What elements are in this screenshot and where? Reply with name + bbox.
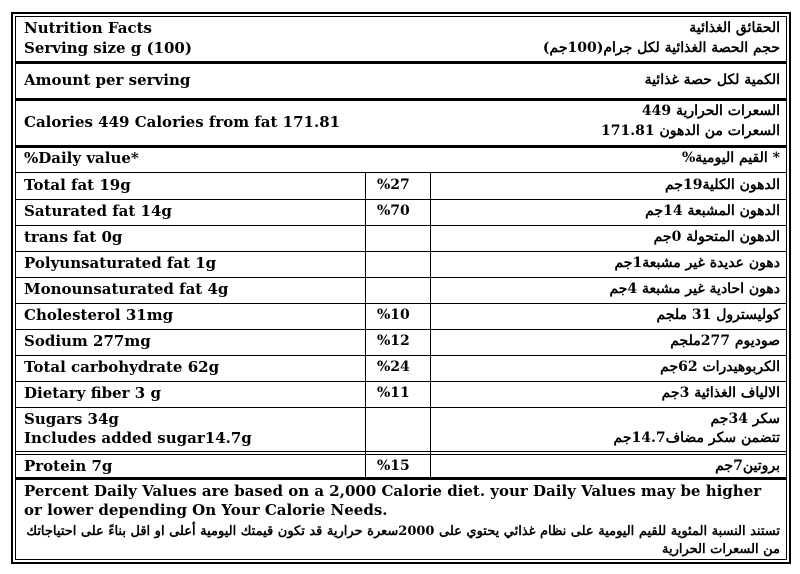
sugars-ar-line1: سكر 34جم — [710, 411, 780, 427]
nutrient-row — [16, 381, 786, 407]
divider-thick — [16, 98, 786, 101]
row-divider — [16, 451, 786, 452]
nutrient-ar: الالياف الغذائية 3جم — [661, 385, 780, 401]
nutrient-row — [16, 225, 786, 251]
daily-value-en: %Daily value* — [24, 149, 139, 167]
protein-ar: بروتين7جم — [715, 458, 780, 474]
calories-ar-line2: السعرات من الدهون 171.81 — [601, 123, 780, 139]
footnote-ar: تستند النسبة المئوية للقيم اليومية على نظام غذائي يحتوي على 2000سعرة حرارية قد تكون قيمتك اليومية أعلى او اقل بناءً على احتياجاتك من السعرات الحرارية — [26, 524, 780, 557]
nutrient-en: Cholesterol 31mg — [24, 306, 174, 324]
nutrient-en: Monounsaturated fat 4g — [24, 280, 229, 298]
nutrient-en: Total carbohydrate 62g — [24, 358, 220, 376]
nutrient-en: trans fat 0g — [24, 228, 123, 246]
nutrient-row — [16, 173, 786, 199]
protein-pct: %15 — [377, 458, 410, 474]
sugars-ar-line2: تتضمن سكر مضاف14.7جم — [613, 430, 780, 446]
nutrient-ar: دهون عديدة غير مشبعة1جم — [614, 255, 780, 271]
nutrient-table — [16, 172, 786, 455]
divider-thick — [16, 61, 786, 64]
nutrient-pct: %10 — [377, 307, 410, 323]
nutrient-pct: %24 — [377, 359, 410, 375]
nutrient-pct: %70 — [377, 203, 410, 219]
nutrient-row — [16, 303, 786, 329]
nutrition-label — [11, 12, 791, 564]
nutrient-ar: صوديوم 277ملجم — [670, 333, 780, 349]
nutrient-pct: %12 — [377, 333, 410, 349]
nutrient-row — [16, 355, 786, 381]
nutrient-row — [16, 199, 786, 225]
serving-size-ar: حجم الحصة الغذائية لكل جرام(100جم) — [542, 40, 780, 56]
sugars-en-line1: Sugars 34g — [24, 410, 119, 428]
calories-ar-line1: السعرات الحرارية 449 — [641, 103, 780, 119]
nutrient-row — [16, 251, 786, 277]
nutrient-row — [16, 329, 786, 355]
column-divider — [365, 455, 366, 478]
nutrient-ar: كوليسترول 31 ملجم — [656, 307, 780, 323]
footnote-en: Percent Daily Values are based on a 2,000 Calorie diet. your Daily Values may be higher or lower depending On Your Calorie Needs. — [24, 482, 762, 519]
nutrient-ar: الدهون المشبعة 14جم — [645, 203, 780, 219]
protein-en: Protein 7g — [24, 457, 113, 475]
calories-en: Calories 449 Calories from fat 171.81 — [24, 113, 341, 131]
nutrient-en: Polyunsaturated fat 1g — [24, 254, 217, 272]
serving-size-en: Serving size g (100) — [24, 39, 192, 57]
label-inner-frame — [15, 16, 787, 560]
nutrient-pct: %27 — [377, 177, 410, 193]
nutrient-en: Sodium 277mg — [24, 332, 151, 350]
nutrient-ar: دهون احادية غير مشبعة 4جم — [609, 281, 780, 297]
protein-row — [16, 454, 786, 478]
nutrient-en: Saturated fat 14g — [24, 202, 172, 220]
column-divider — [430, 455, 431, 478]
title-en: Nutrition Facts — [24, 19, 152, 37]
sugars-row — [16, 407, 786, 451]
nutrient-ar: الدهون المتحولة 0جم — [653, 229, 780, 245]
nutrient-en: Total fat 19g — [24, 176, 131, 194]
nutrient-row — [16, 277, 786, 303]
nutrient-pct: %11 — [377, 385, 410, 401]
divider-thick — [16, 145, 786, 148]
amount-per-serving-en: Amount per serving — [24, 71, 191, 89]
divider-thick — [16, 477, 786, 480]
title-ar: الحقائق الغذائية — [689, 20, 780, 36]
nutrient-en: Dietary fiber 3 g — [24, 384, 161, 402]
amount-per-serving-ar: الكمية لكل حصة غذائية — [644, 72, 780, 88]
nutrient-ar: الدهون الكلية19جم — [665, 177, 780, 193]
daily-value-ar: * القيم اليومية% — [682, 150, 780, 166]
sugars-en-line2: Includes added sugar14.7g — [24, 429, 252, 447]
nutrient-ar: الكربوهيدرات 62جم — [660, 359, 780, 375]
